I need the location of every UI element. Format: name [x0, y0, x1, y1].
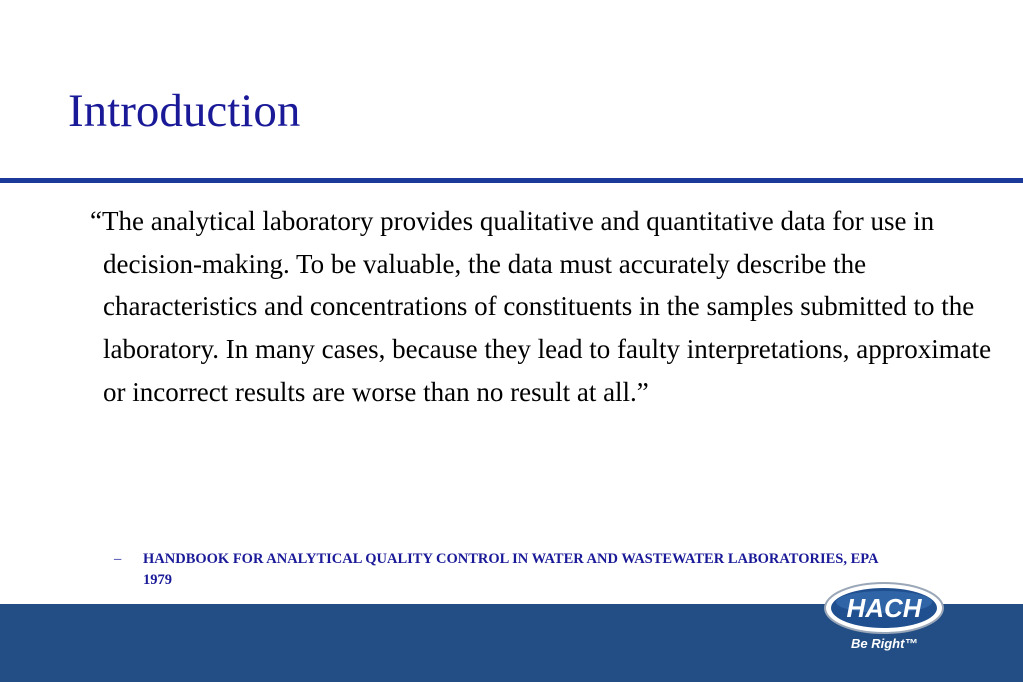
- title-divider: [0, 178, 1023, 183]
- quote-text: “The analytical laboratory provides qualitative and quantitative data for use in decision-making. To be valuable, the data must accurately describe the characteristics and concentrations of constituents in the samples submitted to the laboratory. In many cases, because they lead to faulty interpretations, approximate or incorrect results are worse than no result at all.”: [90, 206, 992, 407]
- citation-bullet: –: [114, 551, 122, 567]
- logo-wordmark: HACH: [846, 593, 922, 623]
- citation-text: HANDBOOK FOR ANALYTICAL QUALITY CONTROL IN WATER AND WASTEWATER LABORATORIES, EPA 1979: [143, 551, 878, 588]
- tagline: Be Right™: [851, 636, 918, 651]
- registered-mark: ®: [948, 589, 956, 600]
- citation: [114, 549, 904, 591]
- slide-title: Introduction: [68, 85, 301, 137]
